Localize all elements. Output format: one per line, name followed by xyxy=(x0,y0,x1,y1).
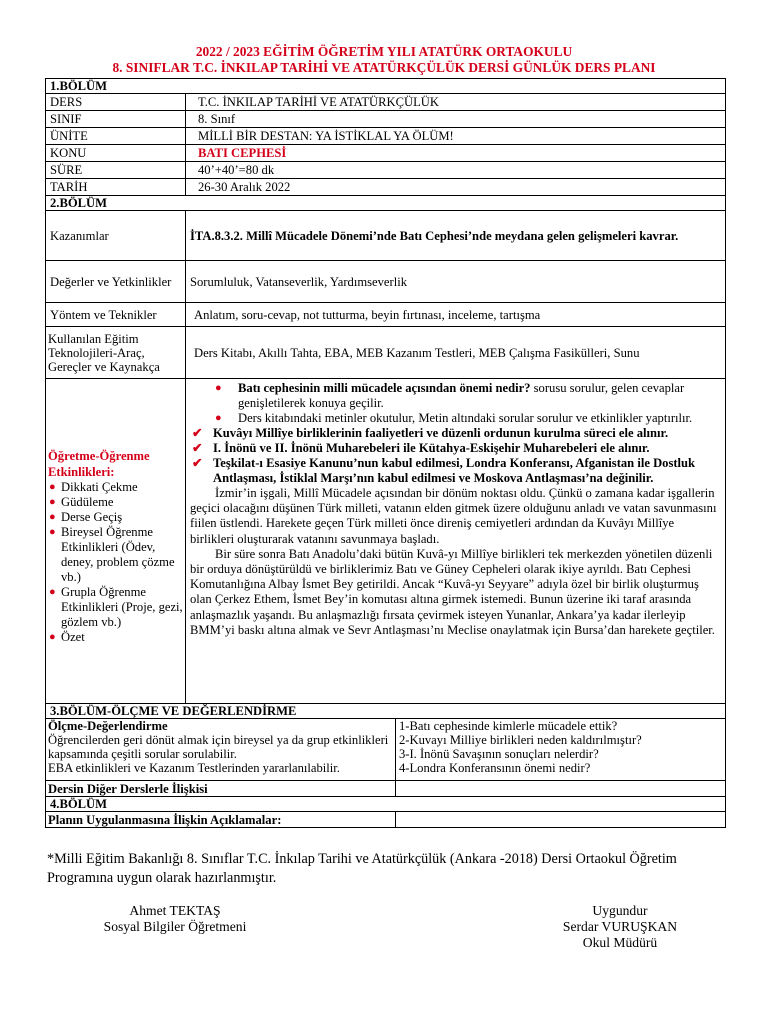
arac-value: Ders Kitabı, Akıllı Tahta, EBA, MEB Kazanım Testleri, MEB Çalışma Fasikülleri, Sunu xyxy=(186,327,726,379)
activities-cell xyxy=(186,379,726,704)
row-label: TARİH xyxy=(46,179,186,196)
red-dot-icon: ● xyxy=(49,480,56,493)
red-dot-icon: ● xyxy=(49,630,56,643)
list-item: ● Dikkati Çekme xyxy=(49,479,138,494)
red-dot-icon: ● xyxy=(215,382,222,394)
red-dot-icon: ● xyxy=(215,412,222,424)
section1-title: 1.BÖLÜM xyxy=(46,79,726,94)
activity-question: ● Batı cephesinin milli mücadele açısından önemi nedir? sorusu sorulur, gelen cevaplar genişletilerek konuya geçilir. xyxy=(215,381,685,410)
row-value: 8. Sınıf xyxy=(186,111,726,128)
degerler-label: Değerler ve Yetkinlikler xyxy=(46,261,186,303)
list-item: ● Özet xyxy=(49,629,85,644)
row-label: DERS xyxy=(46,94,186,111)
row-label: SÜRE xyxy=(46,162,186,179)
row-label: ÜNİTE xyxy=(46,128,186,145)
kazanimlar-label: Kazanımlar xyxy=(46,211,186,261)
red-check-icon: ✔ xyxy=(192,456,203,470)
list-item: ● Güdüleme xyxy=(49,494,114,509)
diger-label: Dersin Diğer Derslerle İlişkisi xyxy=(46,781,396,797)
row-value: 40’+40’=80 dk xyxy=(186,162,726,179)
etkinlik-list xyxy=(48,480,183,645)
yontem-value: Anlatım, soru-cevap, not tutturma, beyin fırtınası, inceleme, tartışma xyxy=(186,303,726,327)
questions-cell xyxy=(396,719,726,781)
row-label: SINIF xyxy=(46,111,186,128)
narrative-paragraph: İzmir’in işgali, Millî Mücadele açısından bir dönüm noktası oldu. Çünkü o zamana kadar işgallerin geçici olacağını düşünen Türk milleti, vatanın elden gitmek üzere olduğunu anladı ve vatan savunmasını fiilen üstlendi. Harekete geçen Türk milleti önce direniş cemiyetleri ardından da Kuvâyı Millîye birlikleri oluşturarak vatanını savunmaya başladı. xyxy=(190,486,717,546)
red-check-icon: ✔ xyxy=(192,441,203,455)
principal-title: Okul Müdürü xyxy=(582,935,658,950)
question-item: 1-Batı cephesinde kimlerle mücadele ettik? xyxy=(399,719,618,733)
red-check-icon: ✔ xyxy=(192,426,203,440)
yontem-label: Yöntem ve Teknikler xyxy=(46,303,186,327)
lesson-plan-table xyxy=(45,78,726,828)
teacher-title: Sosyal Bilgiler Öğretmeni xyxy=(103,919,247,934)
activity-question: ● Ders kitabındaki metinler okutulur, Metin altındaki sorular sorulur ve etkinlikler yaptırılır. xyxy=(215,411,693,425)
document-title-line1: 2022 / 2023 EĞİTİM ÖĞRETİM YILI ATATÜRK ORTAOKULU xyxy=(195,44,573,59)
red-dot-icon: ● xyxy=(49,585,56,598)
row-value: 26-30 Aralık 2022 xyxy=(186,179,726,196)
section4-title: 4.BÖLÜM xyxy=(46,797,726,812)
check-item: ✔ Kuvâyı Millîye birliklerinin faaliyetleri ve düzenli ordunun kurulma süreci ele alınır. xyxy=(192,426,669,440)
principal-name: Serdar VURUŞKAN xyxy=(562,919,678,934)
principal-signature xyxy=(530,903,710,951)
footnote: *Milli Eğitim Bakanlığı 8. Sınıflar T.C. İnkılap Tarihi ve Atatürkçülük (Ankara -2018) Dersi Ortaokul Öğretim Programına uygun olarak hazırlanmıştır. xyxy=(47,851,677,886)
olcme-text: EBA etkinlikleri ve Kazanım Testlerinden yararlanılabilir. xyxy=(48,761,340,775)
row-value: MİLLİ BİR DESTAN: YA İSTİKLAL YA ÖLÜM! xyxy=(186,128,726,145)
list-item: ● Derse Geçiş xyxy=(49,509,123,524)
list-item: ● Grupla Öğrenme Etkinlikleri (Proje, gezi, gözlem vb.) xyxy=(49,584,183,629)
teacher-signature xyxy=(70,903,280,935)
olcme-title: Ölçme-Değerlendirme xyxy=(48,719,168,733)
row-label: KONU xyxy=(46,145,186,162)
section2-title: 2.BÖLÜM xyxy=(46,196,726,211)
etkinlik-title: Öğretme-Öğrenme Etkinlikleri: xyxy=(48,448,150,479)
degerler-value: Sorumluluk, Vatanseverlik, Yardımseverlik xyxy=(186,261,726,303)
document-title-line2: 8. SINIFLAR T.C. İNKILAP TARİHİ VE ATATÜRKÇÜLÜK DERSİ GÜNLÜK DERS PLANI xyxy=(112,60,656,75)
check-item: ✔ I. İnönü ve II. İnönü Muharebeleri ile Kütahya-Eskişehir Muharebeleri ele alınır. xyxy=(192,441,650,455)
question-item: 2-Kuvayı Milliye birlikleri neden kaldırılmıştır? xyxy=(399,733,642,747)
red-dot-icon: ● xyxy=(49,510,56,523)
red-dot-icon: ● xyxy=(49,495,56,508)
diger-value xyxy=(396,781,726,797)
plan-label: Planın Uygulanmasına İlişkin Açıklamalar: xyxy=(46,812,396,828)
question-item: 4-Londra Konferansının önemi nedir? xyxy=(399,761,591,775)
section3-title: 3.BÖLÜM-ÖLÇME VE DEĞERLENDİRME xyxy=(46,704,726,719)
olcme-text: Öğrencilerden geri dönüt almak için bireysel ya da grup etkinlikleri kapsamında çeşitli sorular sorulabilir. xyxy=(48,733,389,761)
list-item: ● Bireysel Öğrenme Etkinlikleri (Ödev, deney, problem çözme vb.) xyxy=(49,524,175,584)
topic-value: BATI CEPHESİ xyxy=(186,145,726,162)
olcme-cell xyxy=(46,719,396,781)
teacher-name: Ahmet TEKTAŞ xyxy=(129,903,221,918)
row-value: T.C. İNKILAP TARİHİ VE ATATÜRKÇÜLÜK xyxy=(186,94,726,111)
etkinlik-cell xyxy=(46,379,186,704)
narrative-paragraph: Bir süre sonra Batı Anadolu’daki bütün Kuvâ-yı Millîye birlikleri tek merkezden yönetilen düzenli bir orduya dönüştürüldü ve birliklerimiz Batı ve Güney Cepheleri olarak ikiye ayrıldı. Batı Cephesi Komutanlığına Albay İsmet Bey getirildi. Ancak “Kuvâ-yı Seyyare” adıyla özel bir birlik oluşturmuş olan Çerkez Ethem, İsmet Bey’in komutası altına girmek istemedi. Bunun üzerine iki taraf arasında anlaşmazlık yaşandı. Bu anlaşmazlığı fırsata çevirmek isteyen Yunanlar, Ankara’ya kadar ilerleyip BMM’yi baskı altına almak ve Sevr Antlaşması’nı Meclise onaylatmak için Bursa’dan harekete geçtiler. xyxy=(190,546,715,637)
approval-label: Uygundur xyxy=(592,903,648,918)
kazanimlar-value: İTA.8.3.2. Millî Mücadele Dönemi’nde Batı Cephesi’nde meydana gelen gelişmeleri kavrar. xyxy=(186,211,726,261)
red-dot-icon: ● xyxy=(49,525,56,538)
arac-label: Kullanılan Eğitim Teknolojileri-Araç, Gereçler ve Kaynakça xyxy=(46,327,186,379)
question-item: 3-I. İnönü Savaşının sonuçları nelerdir? xyxy=(399,747,599,761)
plan-value xyxy=(396,812,726,828)
check-item: ✔ Teşkilat-ı Esasiye Kanunu’nun kabul edilmesi, Londra Konferansı, Afganistan ile Dostluk Antlaşması, İstiklal Marşı’nın kabul edilmesi ve Moskova Antlaşması’na değinilir. xyxy=(192,456,696,485)
